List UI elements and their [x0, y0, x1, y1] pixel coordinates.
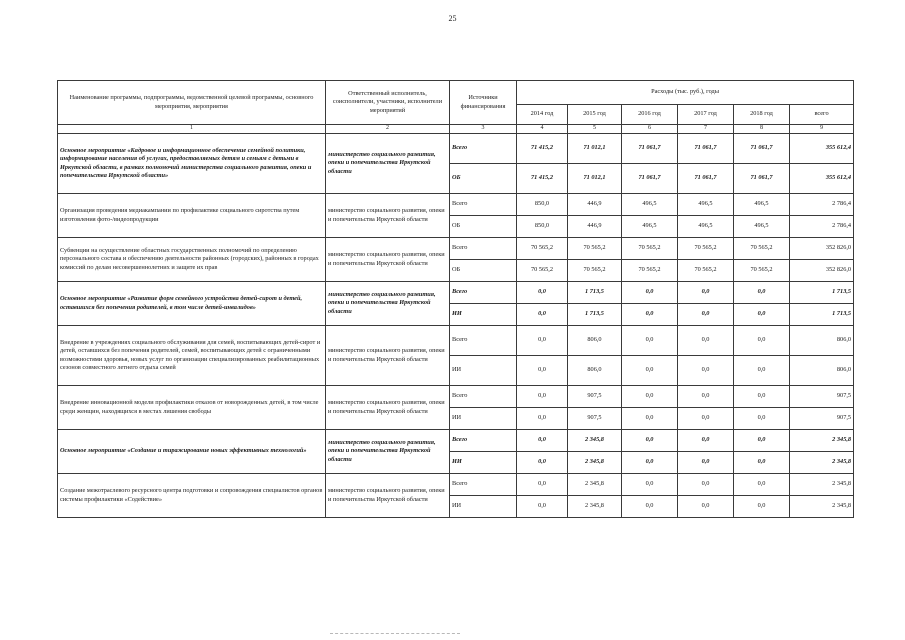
year-value-cell: 0,0: [517, 356, 568, 386]
year-value-cell: 0,0: [622, 282, 678, 304]
year-value-cell: 0,0: [622, 408, 678, 430]
year-value-cell: 0,0: [517, 430, 568, 452]
year-value-cell: 0,0: [734, 326, 790, 356]
table-row: [58, 430, 854, 452]
year-value-cell: 0,0: [734, 496, 790, 518]
footer-rule: [330, 633, 460, 634]
funding-source-cell: ИИ: [450, 408, 517, 430]
year-value-cell: 0,0: [622, 356, 678, 386]
year-value-cell: 71 061,7: [734, 164, 790, 194]
total-value-cell: 907,5: [790, 408, 854, 430]
year-value-cell: 0,0: [622, 386, 678, 408]
year-value-cell: 0,0: [678, 356, 734, 386]
header-year: 2018 год: [734, 105, 790, 125]
column-number: 4: [517, 125, 568, 134]
total-value-cell: 1 713,5: [790, 304, 854, 326]
table-row: [58, 386, 854, 408]
header-program: Наименование программы, подпрограммы, ведомственной целевой программы, основного мероприятия, мероприятия: [58, 81, 326, 125]
total-value-cell: 806,0: [790, 326, 854, 356]
column-number: 1: [58, 125, 326, 134]
year-value-cell: 0,0: [678, 452, 734, 474]
year-value-cell: 496,5: [622, 194, 678, 216]
funding-source-cell: Всего: [450, 238, 517, 260]
year-value-cell: 0,0: [678, 282, 734, 304]
funding-source-cell: ИИ: [450, 304, 517, 326]
year-value-cell: 0,0: [678, 304, 734, 326]
total-value-cell: 2 786,4: [790, 216, 854, 238]
total-value-cell: 907,5: [790, 386, 854, 408]
column-number: 7: [678, 125, 734, 134]
year-value-cell: 71 061,7: [678, 164, 734, 194]
year-value-cell: 70 565,2: [568, 238, 622, 260]
funding-source-cell: ОБ: [450, 164, 517, 194]
header-year: 2016 год: [622, 105, 678, 125]
executor-cell: министерство социального развития, опеки и попечительства Иркутской области: [326, 238, 450, 282]
activity-name: Организация проведения медиакампании по профилактике социального сиротства путем изготовления фото-/видеопродукции: [58, 194, 326, 238]
activity-name: Внедрение в учреждениях социального обслуживания для семей, воспитывающих детей-сирот и детей, оставшихся без попечения родителей, семей, воспитывающих детей с ограниченными возможностями здоровья, новых услуг по организации специализированных реабилитационных сезонов совместного летнего отдыха семей: [58, 326, 326, 386]
year-value-cell: 71 061,7: [734, 134, 790, 164]
header-year: 2015 год: [568, 105, 622, 125]
year-value-cell: 0,0: [734, 386, 790, 408]
year-value-cell: 496,5: [734, 194, 790, 216]
total-value-cell: 2 345,8: [790, 474, 854, 496]
header-year: 2017 год: [678, 105, 734, 125]
year-value-cell: 496,5: [734, 216, 790, 238]
funding-source-cell: ИИ: [450, 452, 517, 474]
header-expenses: Расходы (тыс. руб.), годы: [517, 81, 854, 105]
year-value-cell: 907,5: [568, 408, 622, 430]
executor-cell: министерство социального развития, опеки и попечительства Иркутской области: [326, 386, 450, 430]
year-value-cell: 70 565,2: [568, 260, 622, 282]
header-executor: Ответственный исполнитель, соисполнители, участники, исполнители мероприятий: [326, 81, 450, 125]
year-value-cell: 0,0: [678, 430, 734, 452]
table-body: [58, 134, 854, 518]
year-value-cell: 0,0: [678, 386, 734, 408]
year-value-cell: 0,0: [678, 496, 734, 518]
main-activity-name: Основное мероприятие «Создание и тиражирование новых эффективных технологий»: [58, 430, 326, 474]
year-value-cell: 0,0: [622, 452, 678, 474]
table-row: [58, 194, 854, 216]
year-value-cell: 0,0: [734, 430, 790, 452]
executor-cell: министерство социального развития, опеки и попечительства Иркутской области: [326, 326, 450, 386]
year-value-cell: 2 345,8: [568, 474, 622, 496]
total-value-cell: 2 345,8: [790, 452, 854, 474]
executor-cell: министерство социального развития, опеки и попечительства Иркутской области: [326, 194, 450, 238]
year-value-cell: 0,0: [517, 474, 568, 496]
year-value-cell: 496,5: [678, 194, 734, 216]
total-value-cell: 1 713,5: [790, 282, 854, 304]
year-value-cell: 1 713,5: [568, 282, 622, 304]
year-value-cell: 0,0: [734, 356, 790, 386]
year-value-cell: 0,0: [678, 326, 734, 356]
column-number: 8: [734, 125, 790, 134]
funding-source-cell: Всего: [450, 386, 517, 408]
year-value-cell: 0,0: [734, 474, 790, 496]
year-value-cell: 2 345,8: [568, 452, 622, 474]
funding-source-cell: Всего: [450, 326, 517, 356]
year-value-cell: 907,5: [568, 386, 622, 408]
page-number: 25: [448, 14, 457, 23]
year-value-cell: 0,0: [517, 386, 568, 408]
year-value-cell: 70 565,2: [678, 260, 734, 282]
year-value-cell: 0,0: [622, 496, 678, 518]
year-value-cell: 0,0: [517, 496, 568, 518]
year-value-cell: 806,0: [568, 326, 622, 356]
funding-source-cell: Всего: [450, 194, 517, 216]
executor-cell: министерство социального развития, опеки и попечительства Иркутской области: [326, 430, 450, 474]
year-value-cell: 1 713,5: [568, 304, 622, 326]
year-value-cell: 70 565,2: [678, 238, 734, 260]
total-value-cell: 355 612,4: [790, 134, 854, 164]
year-value-cell: 0,0: [622, 304, 678, 326]
table-row: [58, 238, 854, 260]
funding-source-cell: Всего: [450, 474, 517, 496]
table-row: [58, 134, 854, 164]
activity-name: Создание межотраслевого ресурсного центра подготовки и сопровождения специалистов органов системы профилактики «Содействие»: [58, 474, 326, 518]
year-value-cell: 446,9: [568, 194, 622, 216]
table-row: [58, 326, 854, 356]
year-value-cell: 0,0: [517, 452, 568, 474]
year-value-cell: 70 565,2: [622, 260, 678, 282]
funding-source-cell: ИИ: [450, 496, 517, 518]
year-value-cell: 0,0: [734, 282, 790, 304]
year-value-cell: 0,0: [517, 326, 568, 356]
year-value-cell: 496,5: [622, 216, 678, 238]
year-value-cell: 2 345,8: [568, 496, 622, 518]
header-source: Источники финансирования: [450, 81, 517, 125]
year-value-cell: 0,0: [734, 452, 790, 474]
year-value-cell: 0,0: [517, 304, 568, 326]
total-value-cell: 355 612,4: [790, 164, 854, 194]
year-value-cell: 70 565,2: [622, 238, 678, 260]
year-value-cell: 0,0: [622, 474, 678, 496]
total-value-cell: 352 826,0: [790, 260, 854, 282]
funding-source-cell: Всего: [450, 282, 517, 304]
year-value-cell: 71 012,1: [568, 134, 622, 164]
total-value-cell: 2 786,4: [790, 194, 854, 216]
year-value-cell: 71 415,2: [517, 164, 568, 194]
funding-source-cell: ОБ: [450, 216, 517, 238]
main-activity-name: Основное мероприятие «Кадровое и информационное обеспечение семейной политики, информирование населения об услугах, предоставляемых детям и семьям с детьми в Иркутской области, в рамках полномочий министерства социального развития, опеки и попечительства Иркутской области»: [58, 134, 326, 194]
year-value-cell: 0,0: [678, 474, 734, 496]
executor-cell: министерство социального развития, опеки и попечительства Иркутской области: [326, 474, 450, 518]
year-value-cell: 0,0: [734, 304, 790, 326]
total-value-cell: 806,0: [790, 356, 854, 386]
header-total: всего: [790, 105, 854, 125]
year-value-cell: 0,0: [622, 430, 678, 452]
table-row: [58, 474, 854, 496]
year-value-cell: 2 345,8: [568, 430, 622, 452]
year-value-cell: 70 565,2: [734, 238, 790, 260]
year-value-cell: 71 061,7: [622, 134, 678, 164]
budget-table: [57, 80, 854, 518]
year-value-cell: 0,0: [622, 326, 678, 356]
column-number: 2: [326, 125, 450, 134]
executor-cell: министерство социального развития, опеки и попечительства Иркутской области: [326, 134, 450, 194]
year-value-cell: 0,0: [517, 282, 568, 304]
table-row: [58, 282, 854, 304]
header-year: 2014 год: [517, 105, 568, 125]
funding-source-cell: Всего: [450, 430, 517, 452]
main-activity-name: Основное мероприятие «Развитие форм семейного устройства детей-сирот и детей, оставшихся без попечения родителей, в том числе детей-инвалидов»: [58, 282, 326, 326]
total-value-cell: 2 345,8: [790, 496, 854, 518]
year-value-cell: 70 565,2: [734, 260, 790, 282]
year-value-cell: 71 061,7: [622, 164, 678, 194]
year-value-cell: 0,0: [734, 408, 790, 430]
year-value-cell: 850,0: [517, 216, 568, 238]
year-value-cell: 71 012,1: [568, 164, 622, 194]
funding-source-cell: ОБ: [450, 260, 517, 282]
year-value-cell: 71 061,7: [678, 134, 734, 164]
year-value-cell: 0,0: [517, 408, 568, 430]
column-number: 6: [622, 125, 678, 134]
year-value-cell: 806,0: [568, 356, 622, 386]
year-value-cell: 496,5: [678, 216, 734, 238]
funding-source-cell: ИИ: [450, 356, 517, 386]
year-value-cell: 0,0: [678, 408, 734, 430]
year-value-cell: 70 565,2: [517, 260, 568, 282]
column-numbers-row: [58, 125, 854, 134]
executor-cell: министерство социального развития, опеки и попечительства Иркутской области: [326, 282, 450, 326]
activity-name: Внедрение инновационной модели профилактики отказов от новорожденных детей, в том числе среди женщин, находящихся в местах лишения свободы: [58, 386, 326, 430]
funding-source-cell: Всего: [450, 134, 517, 164]
year-value-cell: 71 415,2: [517, 134, 568, 164]
year-value-cell: 850,0: [517, 194, 568, 216]
column-number: 3: [450, 125, 517, 134]
year-value-cell: 70 565,2: [517, 238, 568, 260]
activity-name: Субвенции на осуществление областных государственных полномочий по определению персонального состава и обеспечению деятельности районных (городских), районных в городах комиссий по делам несовершеннолетних и защите их прав: [58, 238, 326, 282]
column-number: 5: [568, 125, 622, 134]
total-value-cell: 2 345,8: [790, 430, 854, 452]
year-value-cell: 446,9: [568, 216, 622, 238]
total-value-cell: 352 826,0: [790, 238, 854, 260]
column-number: 9: [790, 125, 854, 134]
